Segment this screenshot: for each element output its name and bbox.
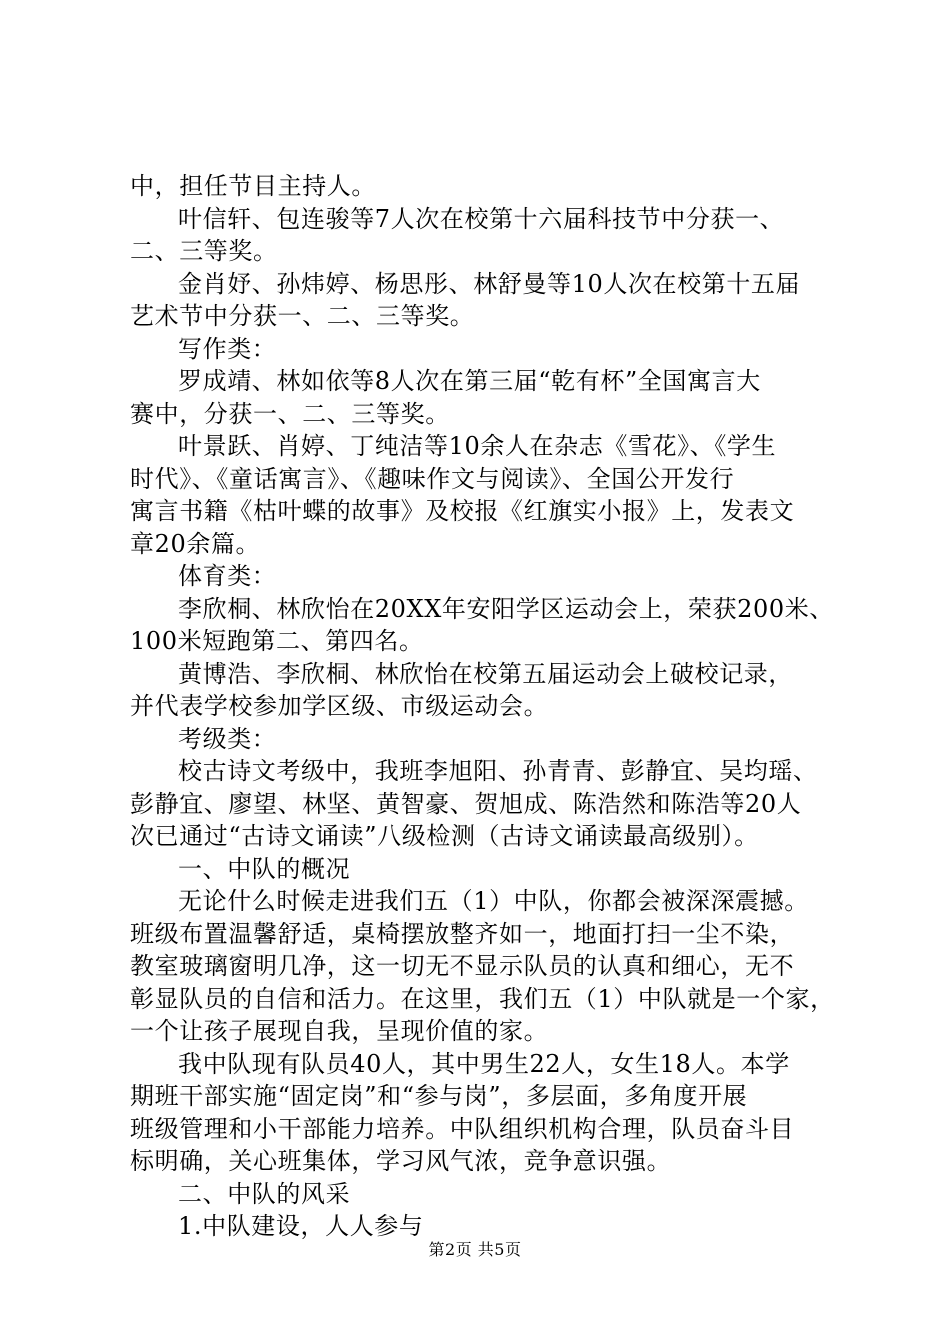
text-line: 体育类： — [178, 562, 277, 590]
text-line: 二、三等奖。 — [130, 237, 278, 265]
text-line: 赛中，分获一、二、三等奖。 — [130, 399, 450, 428]
text-line: 叶景跃、肖婷、丁纯洁等10余人在杂志《雪花》、《学生 — [178, 432, 777, 460]
text-line: 二、中队的风采 — [178, 1179, 351, 1208]
page-footer: 第2页 共5页 — [428, 1240, 522, 1259]
text-line: 1.中队建设，人人参与 — [178, 1212, 424, 1240]
text-line: 标明确，关心班集体，学习风气浓，竞争意识强。 — [130, 1147, 672, 1175]
text-line: 彭静宜、廖望、林坚、黄智豪、贺旭成、陈浩然和陈浩等20人 — [130, 789, 802, 818]
text-line: 无论什么时候走进我们五（1）中队，你都会被深深震撼。 — [178, 887, 809, 915]
text-line: 考级类： — [178, 724, 277, 753]
text-line: 写作类： — [178, 334, 277, 363]
text-line: 期班干部实施“固定岗”和“参与岗”，多层面，多角度开展 — [130, 1082, 748, 1110]
text-line: 艺术节中分获一、二、三等奖。 — [130, 302, 475, 330]
text-line: 罗成靖、林如依等8人次在第三届“乾有杯”全国寓言大 — [178, 367, 761, 395]
text-line: 并代表学校参加学区级、市级运动会。 — [130, 692, 549, 720]
text-line: 我中队现有队员40人，其中男生22人，女生18人。本学 — [178, 1049, 790, 1078]
text-line: 班级布置温馨舒适，桌椅摆放整齐如一，地面打扫一尘不染， — [130, 919, 795, 948]
text-line: 教室玻璃窗明几净，这一切无不显示队员的认真和细心，无不 — [130, 952, 795, 980]
text-line: 彰显队员的自信和活力。在这里，我们五（1）中队就是一个家， — [130, 984, 835, 1013]
document-body — [130, 170, 835, 1243]
text-line: 金肖妤、孙炜婷、杨思彤、林舒曼等10人次在校第十五届 — [178, 269, 801, 298]
text-line: 章20余篇。 — [130, 529, 261, 558]
text-line: 时代》、《童话寓言》、《趣味作文与阅读》、全国公开发行 — [130, 464, 735, 493]
text-line: 次已通过“古诗文诵读”八级检测（古诗文诵读最高级别）。 — [130, 822, 759, 850]
text-line: 叶信轩、包连骏等7人次在校第十六届科技节中分获一、 — [178, 204, 785, 233]
text-line: 中，担任节目主持人。 — [130, 172, 376, 200]
text-line: 一个让孩子展现自我，呈现价值的家。 — [130, 1017, 549, 1045]
text-line: 黄博浩、李欣桐、林欣怡在校第五届运动会上破校记录， — [178, 659, 793, 688]
text-line: 李欣桐、林欣怡在20XX年安阳学区运动会上，荣获200米、 — [178, 594, 834, 623]
text-line: 班级管理和小干部能力培养。中队组织机构合理，队员奋斗目 — [130, 1114, 795, 1143]
text-line: 校古诗文考级中，我班李旭阳、孙青青、彭静宜、吴均瑶、 — [178, 757, 818, 785]
text-line: 一、中队的概况 — [178, 854, 351, 883]
text-line: 100米短跑第二、第四名。 — [130, 627, 424, 655]
text-line: 寓言书籍《枯叶蝶的故事》及校报《红旗实小报》上，发表文 — [130, 497, 795, 525]
